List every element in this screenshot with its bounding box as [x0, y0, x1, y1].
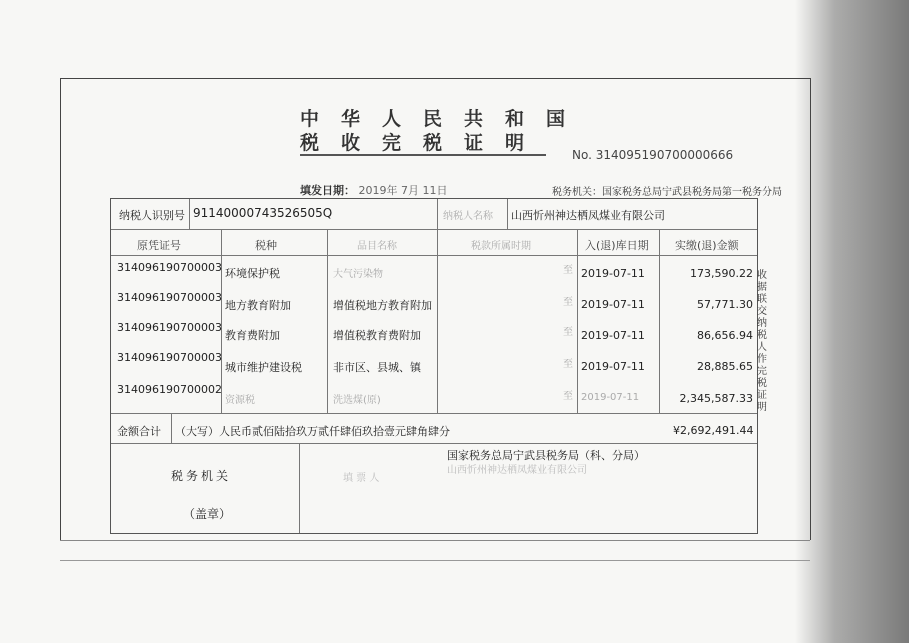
- col-header-voucher: 原凭证号: [137, 239, 181, 252]
- row-item: 大气污染物: [333, 269, 383, 280]
- issue-date: [300, 182, 447, 198]
- col-line: [171, 413, 172, 443]
- taxpayer-name-label: 纳税人名称: [443, 211, 493, 222]
- col-line: [437, 229, 438, 413]
- taxpayer-name-value: 山西忻州神达栖凤煤业有限公司: [511, 209, 665, 222]
- footer-note: 国家税务总局宁武县税务局（科、分局）: [447, 449, 645, 462]
- row-item: 洗选煤(原): [333, 395, 381, 406]
- frame-line: [60, 540, 810, 541]
- row-tax-type: 资源税: [225, 395, 255, 406]
- tax-authority: 税务机关：国家税务总局宁武县税务局第一税务分局: [552, 187, 782, 198]
- row-line: [111, 443, 757, 444]
- footer-filler-label: 填 票 人: [343, 473, 380, 484]
- row-amount: 173,590.22: [690, 267, 753, 280]
- col-header-date: 入(退)库日期: [585, 239, 649, 252]
- row-amount: 2,345,587.33: [679, 392, 753, 405]
- certificate-number: No. 314095190700000666: [572, 148, 734, 162]
- row-line: [111, 255, 757, 256]
- page-title-line2: 税收完税证明: [300, 132, 547, 154]
- taxpayer-id-label: 纳税人识别号: [119, 209, 185, 222]
- frame-line: [60, 78, 810, 79]
- col-line: [659, 229, 660, 413]
- frame-line: [60, 78, 61, 540]
- row-period-to: 至: [563, 327, 573, 338]
- row-tax-type: 城市维护建设税: [225, 361, 302, 374]
- row-amount: 28,885.65: [697, 360, 753, 373]
- row-date: 2019-07-11: [581, 360, 645, 373]
- total-label: 金额合计: [117, 425, 161, 438]
- row-tax-type: 环境保护税: [225, 267, 280, 280]
- total-words: （大写）人民币贰佰陆拾玖万贰仟肆佰玖拾壹元肆角肆分: [175, 425, 450, 438]
- col-header-item: 品目名称: [357, 241, 397, 252]
- row-voucher: 314096190700003: [117, 321, 222, 334]
- row-period-to: 至: [563, 391, 573, 402]
- col-header-period: 税款所属时期: [471, 241, 531, 252]
- row-date: 2019-07-11: [581, 392, 640, 403]
- tax-table: [110, 198, 758, 534]
- row-amount: 57,771.30: [697, 298, 753, 311]
- row-voucher: 314096190700002: [117, 383, 222, 396]
- row-date: 2019-07-11: [581, 267, 645, 280]
- row-line: [111, 413, 757, 414]
- col-line: [577, 229, 578, 413]
- row-period-to: 至: [563, 265, 573, 276]
- taxpayer-id-value: 91140000743526505Q: [193, 206, 333, 220]
- row-period-to: 至: [563, 359, 573, 370]
- col-line: [327, 229, 328, 413]
- col-line: [507, 199, 508, 229]
- row-voucher: 314096190700003: [117, 351, 222, 364]
- issue-date-value: 2019年 7月 11日: [358, 184, 448, 197]
- row-tax-type: 地方教育附加: [225, 299, 291, 312]
- col-line: [437, 199, 438, 229]
- scan-edge-shadow: [795, 0, 909, 643]
- side-label: 收据联 交纳税人作完税证明: [757, 270, 767, 413]
- title-underline: [300, 154, 546, 156]
- col-line: [189, 199, 190, 229]
- page-title-line1: 中华人民共和国: [300, 108, 588, 130]
- row-voucher: 314096190700003: [117, 291, 222, 304]
- row-date: 2019-07-11: [581, 329, 645, 342]
- total-amount: ¥2,692,491.44: [673, 424, 754, 437]
- row-amount: 86,656.94: [697, 329, 753, 342]
- row-item: 增值税地方教育附加: [333, 299, 432, 312]
- col-header-tax-type: 税种: [255, 239, 277, 252]
- frame-line: [810, 78, 811, 540]
- frame-line: [60, 560, 810, 561]
- footer-authority-label: 税务机关: [171, 469, 232, 483]
- footer-seal: （盖章）: [183, 507, 232, 521]
- row-item: 非市区、县城、镇: [333, 361, 421, 374]
- footer-note2: 山西忻州神达栖凤煤业有限公司: [447, 465, 587, 476]
- row-period-to: 至: [563, 297, 573, 308]
- issue-date-label: 填发日期：: [300, 184, 355, 197]
- row-item: 增值税教育费附加: [333, 329, 421, 342]
- col-line: [299, 443, 300, 533]
- row-voucher: 314096190700003: [117, 261, 222, 274]
- row-date: 2019-07-11: [581, 298, 645, 311]
- col-header-amount: 实缴(退)金额: [675, 239, 739, 252]
- row-line: [111, 229, 757, 230]
- row-tax-type: 教育费附加: [225, 329, 280, 342]
